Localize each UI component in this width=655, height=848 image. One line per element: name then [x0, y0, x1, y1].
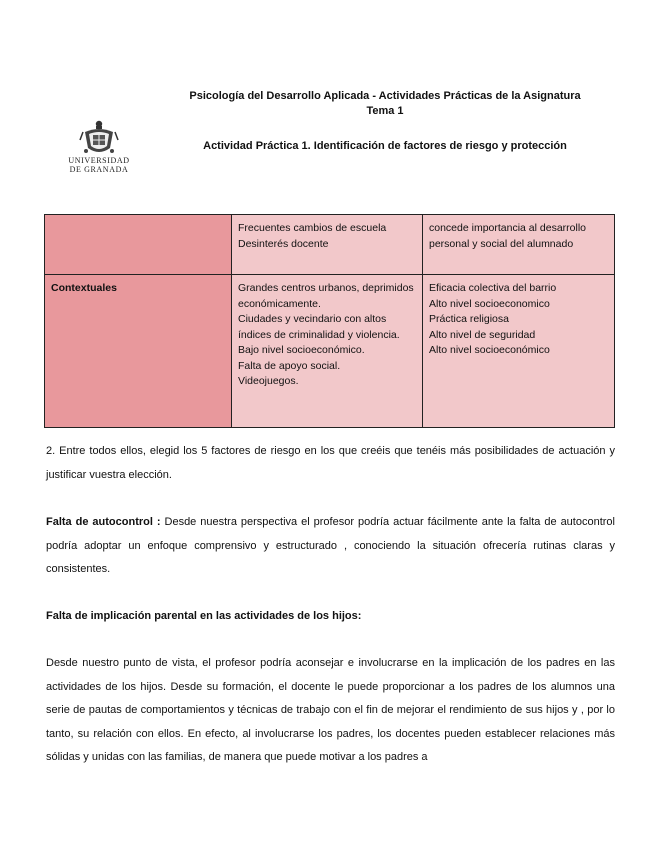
risk-item: Bajo nivel socioeconómico.	[238, 344, 365, 356]
protection-item: Práctica religiosa	[429, 313, 509, 325]
table-row	[45, 215, 615, 275]
protection-item: Alto nivel socioeconómico	[429, 344, 550, 356]
risk-item: Falta de apoyo social.	[238, 359, 341, 372]
paragraph-title-parental: Falta de implicación parental en las actividades de los hijos:	[46, 610, 362, 622]
protection-item: Alto nivel socioeconomico	[429, 297, 550, 310]
logo-text-2: DE GRANADA	[69, 165, 129, 174]
protection-cell: concede importancia al desarrollo personal y social del alumnado	[423, 215, 615, 275]
risk-item: Videojuegos.	[238, 375, 299, 387]
category-cell	[45, 215, 232, 275]
paragraph-text: Desde nuestra perspectiva el profesor podría actuar fácilmente ante la falta de autocontrol podría adoptar un enfoque comprensivo y estructurado , conociendo la situación ofrecería rutinas claras y consistentes.	[46, 516, 615, 575]
university-logo	[66, 118, 132, 180]
factors-table	[44, 214, 615, 428]
course-title: Psicología del Desarrollo Aplicada - Actividades Prácticas de la Asignatura	[189, 90, 581, 102]
paragraph-parental: Desde nuestro punto de vista, el profesor podría aconsejar e involucrarse en la implicación de los padres en las actividades de los hijos. Desde su formación, el docente le puede proporcionar a los padres de los alumnos una serie de pautas de comportamientos y técnicas de trabajo con el fin de mejorar el rendimiento de sus hijos y , por lo tanto, su relación con ellos. En efecto, al involucrarse los padres, los docentes pueden establecer relaciones más sólidas y unidas con las familias, de manera que puede motivar a los padres a	[46, 657, 615, 763]
protection-item: Alto nivel de seguridad	[429, 328, 536, 341]
risk-item: Grandes centros urbanos, deprimidos económicamente.	[238, 282, 414, 310]
risk-cell	[232, 275, 423, 428]
topic-title: Tema 1	[366, 105, 404, 117]
logo-text-1: UNIVERSIDAD	[68, 156, 130, 165]
university-crest-icon	[79, 118, 119, 156]
activity-title: Actividad Práctica 1. Identificación de factores de riesgo y protección	[203, 140, 567, 152]
question-text: 2. Entre todos ellos, elegid los 5 factores de riesgo en los que creéis que tenéis más posibilidades de actuación y justificar vuestra elección.	[46, 445, 615, 481]
table-row	[45, 275, 615, 428]
category-cell: Contextuales	[45, 275, 232, 428]
paragraph-title: Falta de autocontrol :	[46, 516, 161, 528]
risk-item: Frecuentes cambios de escuela	[238, 222, 387, 234]
risk-cell	[232, 215, 423, 275]
risk-item: Ciudades y vecindario con altos índices de criminalidad y violencia.	[238, 313, 400, 341]
risk-item: Desinterés docente	[238, 237, 329, 250]
protection-cell	[423, 275, 615, 428]
paragraph-autocontrol	[46, 511, 615, 582]
protection-item: Eficacia colectiva del barrio	[429, 282, 557, 294]
